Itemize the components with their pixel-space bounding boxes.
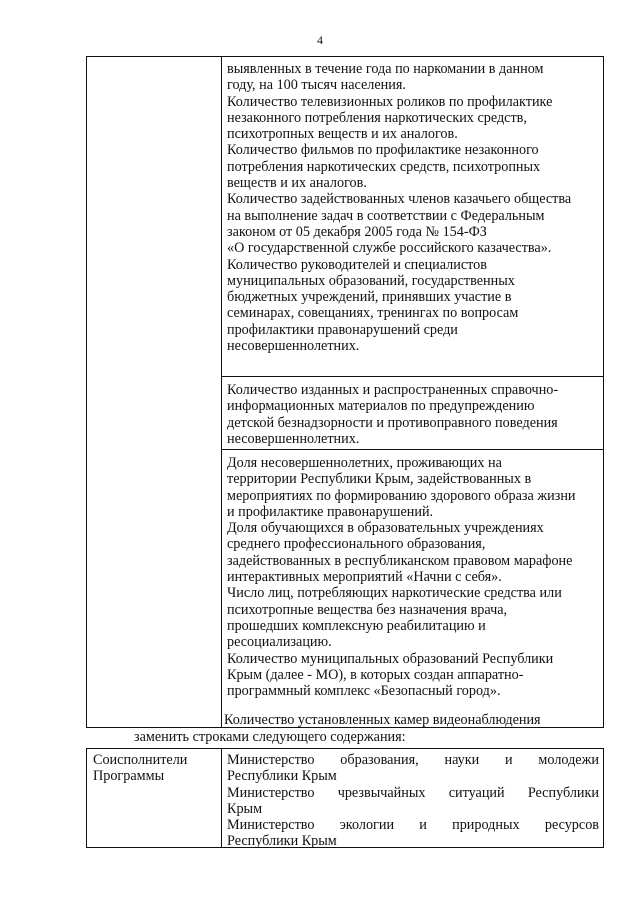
row-divider [221, 376, 603, 377]
coexecutors-label [93, 752, 215, 785]
text-line: детской безнадзорности и противоправного поведения [227, 414, 558, 431]
text-line: законом от 05 декабря 2005 года № 154-ФЗ [227, 223, 487, 240]
text-line: «О государственной службе российского казачества». [227, 240, 552, 257]
replacement-note: заменить строками следующего содержания: [134, 729, 406, 745]
text-line: и профилактике правонарушений. [227, 503, 434, 520]
text-line: Количество муниципальных образований Республики [227, 650, 554, 667]
text-line: мероприятиях по формированию здорового образа жизни [227, 487, 576, 504]
ministry-line: Министерство образования, науки и молодежи [227, 752, 599, 768]
text-line: Соисполнители [93, 752, 188, 768]
text-line: Количество фильмов по профилактике незаконного [227, 142, 539, 159]
text-line: территории Республики Крым, задействованных в [227, 471, 532, 488]
ministries-list [227, 752, 599, 850]
ministry-line: Республики Крым [227, 768, 337, 785]
text-line: на выполнение задач в соответствии с Федеральным [227, 207, 545, 224]
indicators-table [86, 56, 604, 728]
text-line: психотропных веществ и их аналогов. [227, 126, 458, 143]
text-line: Число лиц, потребляющих наркотические средства или [227, 585, 562, 602]
indicators-cell-2 [227, 382, 599, 447]
text-line: профилактики правонарушений среди [227, 321, 458, 338]
text-line: муниципальных образований, государственных [227, 272, 515, 289]
page-number: 4 [317, 33, 323, 47]
text-line: ресоциализацию. [227, 634, 332, 651]
text-line: Доля обучающихся в образовательных учреждениях [227, 520, 544, 537]
text-line: интерактивных мероприятий «Начни с себя». [227, 569, 502, 586]
text-line: прошедших комплексную реабилитацию и [227, 617, 486, 634]
ministry-line: Республики Крым [227, 833, 337, 850]
text-line: семинарах, совещаниях, тренингах по вопросам [227, 305, 519, 322]
ministry-line: Министерство экологии и природных ресурсов [227, 817, 599, 834]
text-line: потребления наркотических средств, психотропных [227, 158, 541, 175]
text-line: Крым (далее - МО), в которых создан аппаратно- [227, 666, 524, 683]
column-divider [221, 749, 222, 847]
row-divider [221, 449, 603, 450]
text-line: несовершеннолетних. [227, 338, 360, 355]
text-line: веществ и их аналогов. [227, 175, 367, 192]
text-line: Количество руководителей и специалистов [227, 256, 487, 273]
text-line: незаконного потребления наркотических средств, [227, 109, 527, 126]
column-divider [221, 57, 222, 727]
text-line: Количество телевизионных роликов по профилактике [227, 93, 553, 110]
text-line: Доля несовершеннолетних, проживающих на [227, 455, 502, 471]
text-line: выявленных в течение года по наркомании в данном [227, 61, 544, 77]
ministry-line: Крым [227, 800, 263, 817]
text-line: Количество задействованных членов казачьего общества [227, 191, 572, 208]
text-line: психотропные вещества без назначения врача, [227, 601, 508, 618]
text-line: информационных материалов по предупреждению [227, 398, 535, 415]
coexecutors-table [86, 748, 604, 848]
text-line: Количество изданных и распространенных справочно- [227, 382, 559, 398]
text-line: бюджетных учреждений, принявших участие в [227, 289, 512, 306]
indicators-cell-1 [227, 61, 599, 354]
cut-off-line: Количество установленных камер видеонаблюдения [224, 712, 541, 728]
text-line: несовершеннолетних. [227, 430, 360, 447]
text-line: задействованных в республиканском правовом марафоне [227, 552, 573, 569]
text-line: Программы [93, 768, 165, 785]
text-line: году, на 100 тысяч населения. [227, 77, 406, 94]
indicators-cell-3 [227, 455, 599, 699]
ministry-line: Министерство чрезвычайных ситуаций Республики [227, 784, 599, 801]
text-line: среднего профессионального образования, [227, 536, 486, 553]
text-line: программный комплекс «Безопасный город». [227, 683, 501, 700]
